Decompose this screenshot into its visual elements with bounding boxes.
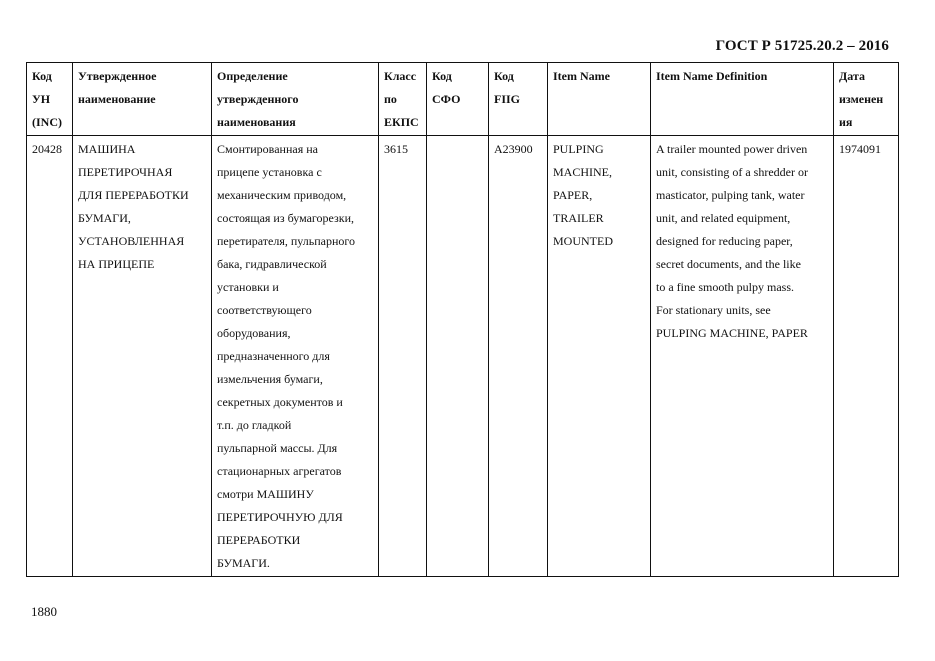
cell-fiig-code-text: A23900 — [494, 142, 533, 156]
cell-inc-code — [27, 136, 73, 577]
header-approved-name-definition-text: Определение утвержденного наименования — [217, 69, 299, 129]
cell-item-name-definition — [651, 136, 834, 577]
cell-sfo-code — [427, 136, 489, 577]
cell-approved-name-definition-text: Смонтированная на прицепе установка с механическим приводом, состоящая из бумагорезки, перетирателя, пульпарного бака, гидравлической установки и соответствующего оборудования, предназначенного для измельчения бумаги, секретных документов и т.п. до гладкой пульпарной массы. Для стационарных агрегатов смотри МАШИНУ ПЕРЕТИРОЧНУЮ ДЛЯ ПЕРЕРАБОТКИ БУМАГИ. — [217, 142, 355, 570]
cell-approved-name-definition — [212, 136, 379, 577]
header-approved-name-definition — [212, 63, 379, 136]
header-item-name-text: Item Name — [553, 69, 610, 83]
header-item-name-definition-text: Item Name Definition — [656, 69, 768, 83]
header-fiig-code-text: Код FIIG — [494, 69, 521, 106]
header-inc-code — [27, 63, 73, 136]
cell-inc-code-text: 20428 — [32, 142, 62, 156]
specification-table — [26, 62, 899, 577]
cell-change-date-text: 1974091 — [839, 142, 881, 156]
cell-approved-name-text: МАШИНА ПЕРЕТИРОЧНАЯ ДЛЯ ПЕРЕРАБОТКИ БУМАГИ, УСТАНОВЛЕННАЯ НА ПРИЦЕПЕ — [78, 142, 189, 271]
header-sfo-code — [427, 63, 489, 136]
document-standard-code: ГОСТ Р 51725.20.2 – 2016 — [715, 38, 889, 54]
header-inc-code-text: Код УН (INC) — [32, 69, 62, 129]
header-ekps-class — [379, 63, 427, 136]
cell-fiig-code — [489, 136, 548, 577]
header-item-name — [548, 63, 651, 136]
header-change-date — [834, 63, 899, 136]
page-number: 1880 — [31, 604, 57, 619]
header-approved-name-text: Утвержденное наименование — [78, 69, 157, 106]
header-sfo-code-text: Код СФО — [432, 69, 461, 106]
header-ekps-class-text: Класс по ЕКПС — [384, 69, 419, 129]
header-change-date-text: Дата изменен ия — [839, 69, 884, 129]
cell-change-date — [834, 136, 899, 577]
cell-approved-name — [73, 136, 212, 577]
cell-item-name-definition-text: A trailer mounted power driven unit, consisting of a shredder or masticator, pulping tank, water unit, and related equipment, designed for reducing paper, secret documents, and the like to a fine smooth pulpy mass. For stationary units, see PULPING MACHINE, PAPER — [656, 142, 808, 340]
table-header-row — [27, 63, 899, 136]
header-item-name-definition — [651, 63, 834, 136]
cell-item-name — [548, 136, 651, 577]
cell-ekps-class-text: 3615 — [384, 142, 408, 156]
table-row — [27, 136, 899, 577]
cell-ekps-class — [379, 136, 427, 577]
cell-item-name-text: PULPING MACHINE, PAPER, TRAILER MOUNTED — [553, 142, 613, 248]
header-fiig-code — [489, 63, 548, 136]
header-approved-name — [73, 63, 212, 136]
